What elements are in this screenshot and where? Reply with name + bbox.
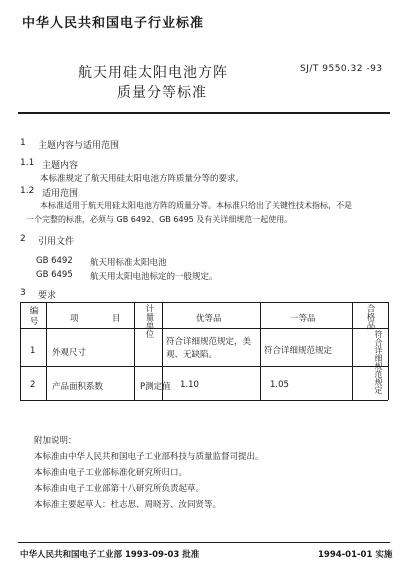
row-first: 1.05 xyxy=(270,380,289,390)
ref-code: GB 6495 xyxy=(36,270,73,280)
section-1-2-num: 1.2 xyxy=(20,186,35,196)
section-1-title: 主题内容与适用范围 xyxy=(38,141,120,151)
section-3-num: 3 xyxy=(20,288,26,298)
standard-number: SJ/T 9550.32 -93 xyxy=(300,64,383,74)
row-item: 外观尺寸 xyxy=(52,348,87,358)
qualified-note: 符合详细规范规定 xyxy=(374,330,383,394)
row-no: 1 xyxy=(30,346,36,356)
notes-title: 附加说明： xyxy=(34,436,77,446)
col-header-qualified: 合格品 xyxy=(365,304,375,330)
section-2-title: 引用文件 xyxy=(38,237,75,247)
note-line: 本标准由中华人民共和国电子工业部科技与质量监督司提出。 xyxy=(34,452,264,462)
section-1-num: 1 xyxy=(20,138,26,148)
footer-implement: 1994-01-01 实施 xyxy=(318,550,393,560)
doc-title-line1: 航天用硅太阳电池方阵 xyxy=(78,65,228,81)
doc-title-line2: 质量分等标准 xyxy=(117,85,207,101)
ref-desc: 航天用太阳电池标定的一般规定。 xyxy=(90,272,218,282)
section-1-2-text-2: 一个完整的标准，必须与 GB 6492、GB 6495 及有关详细规范一起使用。 xyxy=(26,215,293,224)
note-line: 本标准由电子工业部标准化研究所归口。 xyxy=(34,468,188,478)
section-2-num: 2 xyxy=(20,234,26,244)
row-superior: 符合详细规范规定，美观、无缺陷。 xyxy=(166,337,252,360)
row-superior: 1.10 xyxy=(180,380,199,390)
section-1-1-text: 本标准规定了航天用硅太阳电池方阵质量分等的要求。 xyxy=(40,174,245,184)
note-line: 本标准由电子工业部第十八研究所负责起草。 xyxy=(34,484,205,494)
header-rule xyxy=(18,112,390,114)
section-1-1-num: 1.1 xyxy=(20,158,35,168)
ref-desc: 航天用标准太阳电池 xyxy=(90,258,167,268)
section-1-1-title: 主题内容 xyxy=(42,161,79,171)
row-no: 2 xyxy=(30,380,36,390)
col-header-unit: 计量单位 xyxy=(144,304,154,338)
header-org: 中华人民共和国电子行业标准 xyxy=(22,16,205,31)
row-first: 符合详细规范规定 xyxy=(264,346,333,356)
note-line: 本标准主要起草人：杜志思、周晓芳、汝同贤等。 xyxy=(34,500,222,510)
col-header-superior: 优等品 xyxy=(196,314,222,324)
section-3-title: 要求 xyxy=(38,291,57,301)
footer-rule xyxy=(18,542,390,543)
col-header-no: 编号 xyxy=(28,306,38,327)
footer-approval: 中华人民共和国电子工业部 1993-09-03 批准 xyxy=(20,550,200,560)
ref-code: GB 6492 xyxy=(36,256,73,266)
col-header-first: 一等品 xyxy=(290,314,316,324)
col-header-item: 项 xyxy=(70,314,79,324)
section-1-2-title: 适用范围 xyxy=(42,189,79,199)
row-item: 产品面积系数 xyxy=(52,382,104,392)
section-1-2-text-1: 本标准适用于航天用硅太阳电池方阵的质量分等。本标准只给出了关键性技术指标，不是 xyxy=(40,201,352,210)
row-superior-prefix: P测定值 xyxy=(140,382,171,392)
col-header-item-2: 目 xyxy=(112,314,121,324)
